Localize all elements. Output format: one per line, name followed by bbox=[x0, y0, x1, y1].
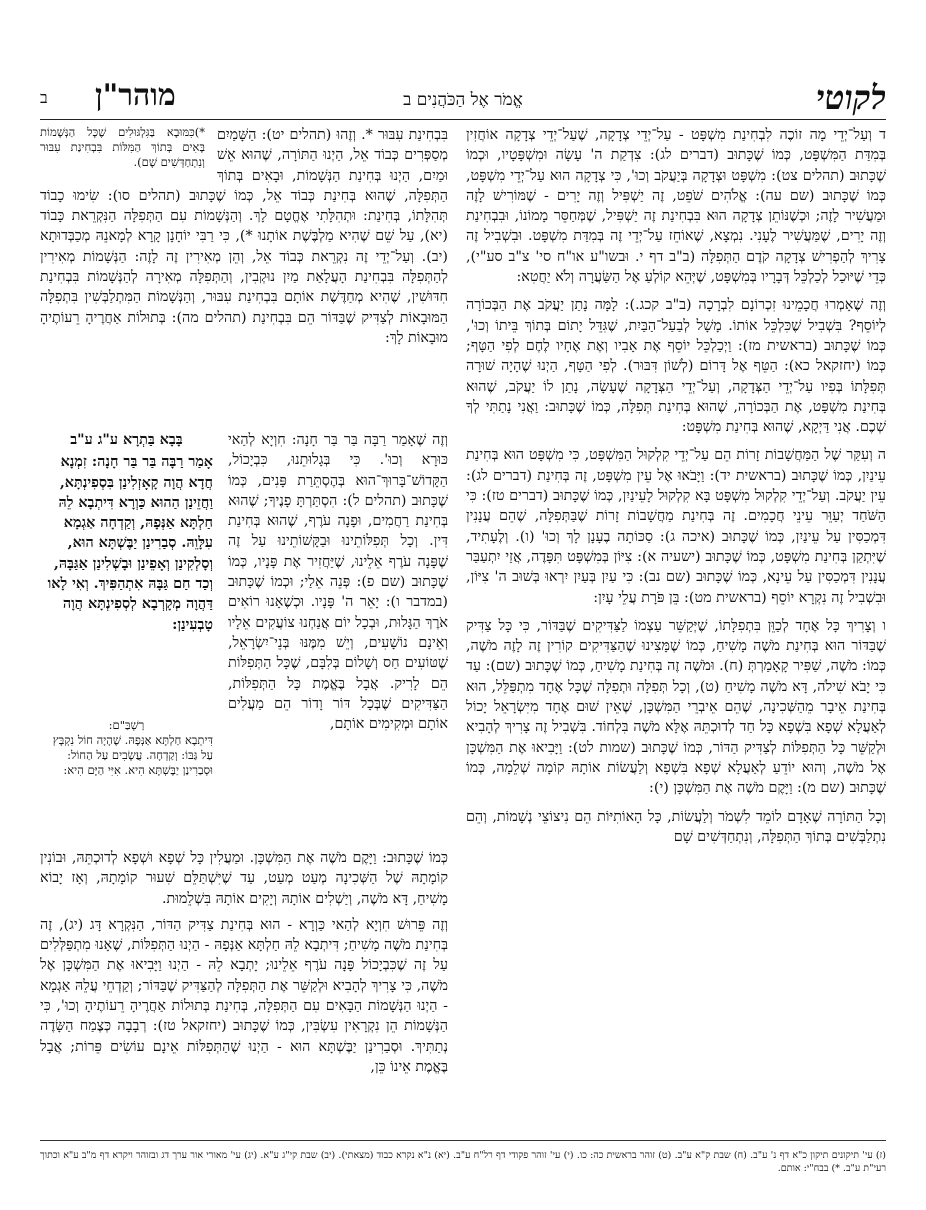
commentary-column bbox=[228, 430, 448, 742]
left-bottom-block bbox=[40, 848, 448, 1083]
page-header bbox=[40, 78, 886, 120]
rashbam-title: רַשְׁבַּ"ם: bbox=[108, 718, 145, 732]
section-title: אֱמֹר אֶל הַכֹּהֲנִים ב bbox=[403, 90, 523, 110]
paragraph-6: ו וְצָרִיךְ כָּל אֶחָד לְכַוֵּן בִּתְפִלָּתוֹ, שֶׁיְּקַשֵּׁר עַצְמוֹ לַצַּדִּיקִים שֶׁבַּדּוֹר, כִּי כָּל צַדִּיק שֶׁבַּדּוֹר הוּא בְּחִינַת מֹשֶׁה מָשִׁיחַ, כְּמוֹ שֶׁמָּצִינוּ שֶׁהַצַּדִּיקִים קוֹרִין זֶה לָזֶה מֹשֶׁה, כְּמוֹ: מֹשֶׁה, שַׁפִּיר קָאָמַרְתְּ (ח). וּמֹשֶׁה זֶה בְּחִינַת מָשִׁיחַ, כְּמוֹ שֶׁכָּתוּב (שם): עַד כִּי יָבֹא שִׁילֹה, דָּא מֹשֶׁה מָשִׁיחַ (ט), וְכָל תְּפִלָּה וּתְפִלָּה שֶׁכָּל אֶחָד מִתְפַּלֵּל, הוּא בְּחִינַת אֵיבָר מֵהַשְּׁכִינָה, שֶׁהֵם אֵיבְרֵי הַמִּשְׁכָּן, שֶׁאֵין שׁוּם אֶחָד מִיִּשְׂרָאֵל יָכוֹל לְאַעֲלָא שְׁפָא בִּשְׁפָא כָּל חַד לְדוּכְתֵּהּ אֶלָּא מֹשֶׁה בִּלְחוֹד. בִּשְׁבִיל זֶה צָרִיךְ לְהָבִיא וּלְקַשֵּׁר כָּל הַתְּפִלּוֹת לְצַדִּיק הַדּוֹר, כְּמוֹ שֶׁכָּתוּב (שמות לט): וַיָּבִיאוּ אֶת הַמִּשְׁכָּן אֶל מֹשֶׁה, וְהוּא יוֹדֵעַ לְאַעֲלָא שְׁפָא בִּשְׁפָא וְלַעֲשׂוֹת אוֹתָהּ קוֹמָה שְׁלֵמָה, כְּמוֹ שֶׁכָּתוּב (שם מ): וַיָּקֶם מֹשֶׁה אֶת הַמִּשְׁכָּן (י): bbox=[466, 617, 886, 797]
rashbam-block bbox=[40, 718, 213, 778]
talmud-quote-text: אָמַר רַבָּה בַּר בַּר חָנָה: זִמְנָא חֲדָא הֲוָה קָאָזְלִינַן בִּסְפִינְתָּא, וַחֲזֵינַן הַהוּא כַּוְרָא דִּיתְבָא לֵהּ חַלְתָּא אַנְּפָהּ, וְקַדְחָה אַגְמָא עִלָּוֵהּ. סְבַרִינַן יַבֶּשְׁתָּא הוּא, וְסָלְקִינַן וְאָפֵינַן וּבָשְׁלִינַן אַגַּבָּהּ, וְכַד חַם גַּבָּהּ אִתְהַפִּיךְ. וְאִי לָאו דַּהֲוָה מְקָרְבָא לְסְפִינְתָּא הֲוָה טָבְעִינַן: bbox=[47, 454, 213, 633]
left-bottom-paragraph-1: כְּמוֹ שֶׁכָּתוּב: וַיָּקֶם מֹשֶׁה אֶת הַמִּשְׁכָּן. וּמַעֲלִין כָּל שְׁפָא וּשְׁפָא לְדוּכְתֵּהּ, וּבוֹנִין קוֹמָתָהּ שֶׁל הַשְּׁכִינָה מְעַט מְעַט, עַד שֶׁיִּשְׁתַּלֵּם שִׁעוּר קוֹמָתָהּ, וְאָז יָבוֹא מָשִׁיחַ, דָּא מֹשֶׁה, וְיַשְׁלִים אוֹתָהּ וְיָקִים אוֹתָהּ בִּשְׁלֵמוּת. bbox=[40, 850, 448, 907]
left-bottom-paragraph-2: וְזֶה פֵּרוּשׁ חִוְיָא לְהַאי כַּוְרָא - הוּא בְּחִינַת צַדִּיק הַדּוֹר, הַנִּקְרָא דָּג (יג), זֶה בְּחִינַת מֹשֶׁה מָשִׁיחַ; דִּיתְבָא לֵהּ חַלְתָּא אַנְּפָהּ - הַיְנוּ הַתְּפִלּוֹת, שֶׁאָנוּ מִתְפַּלְּלִים עַל זֶה שֶׁכִּבְיָכוֹל פָּנָה עֹרֶף אֵלֵינוּ; יָתְבָא לֵהּ - הַיְנוּ וַיָּבִיאוּ אֶת הַמִּשְׁכָּן אֶל מֹשֶׁה, כִּי צָרִיךְ לְהָבִיא וּלְקַשֵּׁר אֶת הַתְּפִלָּה לְהַצַּדִּיק שֶׁבַּדּוֹר; וְקַדְחֵי עֲלֵהּ אַגְמָא - הַיְנוּ הַנְּשָׁמוֹת הַבָּאִים עִם הַתְּפִלָּה, בְּחִינַת בְּתוּלוֹת אַחֲרֶיהָ רֵעוֹתֶיהָ וְכוּ', כִּי הַנְּשָׁמוֹת הֵן נִקְרָאִין עִשְׂבִּין, כְּמוֹ שֶׁכָּתוּב (יחזקאל טז): רְבָבָה כְּצֶמַח הַשָּׂדֶה נְתַתִּיךְ. וּסְבַרִינַן יַבֶּשְׁתָּא הוּא - הַיְנוּ שֶׁהַתְּפִלּוֹת אֵינָם עוֹשִׂים פֵּרוֹת; אֲבָל בֶּאֱמֶת אֵינוֹ כֵּן, bbox=[40, 916, 448, 1075]
paragraph-4b: וְזֶה שֶׁאָמְרוּ חֲכָמֵינוּ זִכְרוֹנָם לִבְרָכָה (ב"ב קכג.): לָמָּה נָתַן יַעֲקֹב אֶת הַבְּכוֹרָה לְיוֹסֵף? בִּשְׁבִיל שֶׁכִּלְכֵּל אוֹתוֹ. מָשָׁל לְבַעַל־הַבַּיִת, שֶׁגִּדֵּל יָתוֹם בְּתוֹךְ בֵּיתוֹ וְכוּ', כְּמוֹ שֶׁכָּתוּב (בראשית מז): וַיְכַלְכֵּל יוֹסֵף אֶת אָבִיו וְאֶת אֶחָיו לֶחֶם לְפִי הַטָּף; כְּמוֹ (יחזקאל כא): הַטֵּף אֶל דָּרוֹם (לְשׁוֹן דִּבּוּר). לְפִי הַטָּף, הַיְנוּ שֶׁהָיָה שׁוּרָה תְּפִלָּתוֹ בְּפִיו עַל־יְדֵי הַצְּדָקָה, וְעַל־יְדֵי הַצְּדָקָה שֶׁעָשָׂה, נָתַן לוֹ יַעֲקֹב, שֶׁהוּא בְּחִינַת מִשְׁפָּט, אֶת הַבְּכוֹרָה, שֶׁהוּא בְּחִינַת תְּפִלָּה, כְּמוֹ שֶׁכָּתוּב: וַאֲנִי נָתַתִּי לְךָ שְׁכֶם. אֲנִי דַּיְקָא, שֶׁהוּא בְּחִינַת מִשְׁפָּט: bbox=[466, 297, 886, 436]
header-rule bbox=[40, 119, 886, 120]
paragraph-4: ד וְעַל־יְדֵי מָה זוֹכֶה לִבְחִינַת מִשְׁפָּט - עַל־יְדֵי צְדָקָה, שֶׁעַל־יְדֵי צְדָקָה אוֹחֲזִין בְּמִדַּת הַמִּשְׁפָּט, כְּמוֹ שֶׁכָּתוּב (דברים לג): צִדְקַת ה' עָשָׂה וּמִשְׁפָּטָיו, וּכְמוֹ שֶׁכָּתוּב (תהלים צט): מִשְׁפָּט וּצְדָקָה בְּיַעֲקֹב וְכוּ', כִּי צְדָקָה הוּא עַל־יְדֵי מִשְׁפָּט, כְּמוֹ שֶׁכָּתוּב (שם עה): אֱלֹהִים שֹׁפֵט, זֶה יַשְׁפִּיל וְזֶה יָרִים - שֶׁמּוֹרִישׁ לָזֶה וּמַעֲשִׁיר לָזֶה; וּכְשֶׁנּוֹתֵן צְדָקָה הוּא בִּבְחִינַת זֶה יַשְׁפִּיל, שֶׁמְּחַסֵּר מָמוֹנוֹ, וּבִבְחִינַת וְזֶה יָרִים, שֶׁמַּעֲשִׁיר לֶעָנִי. נִמְצָא, שֶׁאוֹחֵז עַל־יְדֵי זֶה בְּמִדַּת מִשְׁפָּט. וּבִשְׁבִיל זֶה צָרִיךְ לְהַפְרִישׁ צְדָקָה קֹדֶם הַתְּפִלָּה (ב"ב דף י. וּבשו"ע או"ח סי' צ"ב סע"י), כְּדֵי שֶׁיּוּכַל לְכַלְכֵּל דְּבָרָיו בְּמִשְׁפָּט, שֶׁיְּהֵא קוֹלְעַ אֶל הַשַּׂעֲרָה וְלֹא יַחֲטִא: bbox=[466, 127, 886, 286]
rashbam-text: דִּיתְבָא חַלְתָּא אַנְּפָהּ. שֶׁהָיָה חוֹל נִקְבָּץ עַל גַּבּוֹ: וְקַדְחָה. עֲשָׂבִים עַל הַחוֹל: וּסְבַרִינַן יַבֶּשְׁתָּא הִיא. אִיִּי הַיָּם הִיא: bbox=[52, 733, 213, 777]
footnotes: (ז) עי' תיקונים תיקון כ"א דף נ' ע"ב. (ח) שבת ק"א ע"ב. (ט) זוהר בראשית כה: כו. (י) עי' זוהר פקודי דף רל"ח ע"ב. (יא) נ"א נקרא כבוד (מצאתי). (יב) שבת קי"ג ע"א. (יג) עי' מאורי אור ערך דג ובזוהר ויקרא דף מ"ב ע"א וכתוך רעי"ת ע"ב. *) בבח"י: אותם. bbox=[40, 1140, 886, 1175]
page-number: ב bbox=[40, 88, 48, 107]
main-column-right bbox=[466, 125, 886, 855]
side-note: *)כִּמּוּבָא בַּגִּלְגּוּלִים שֶׁכָּל הַנְּשָׁמוֹת בָּאִים בְּתוֹךְ הַמִּלּוֹת בִּבְחִינַת עִבּוּר וְנִתְחַדְּשִׁים שָׁם). bbox=[40, 125, 205, 169]
book-title-left: מוהר"ן bbox=[95, 78, 176, 113]
paragraph-6b: וְכָל הַתּוֹרָה שֶׁאָדָם לוֹמֵד לִשְׁמֹר וְלַעֲשׂוֹת, כָּל הָאוֹתִיּוֹת הֵם נִיצוֹצֵי נְשָׁמוֹת, וְהֵם נִתְלַבְּשִׁים בְּתוֹךְ הַתְּפִלָּה, וְנִתְחַדְּשִׁים שָׁם bbox=[466, 808, 886, 845]
book-title-right: לקוטי bbox=[815, 78, 886, 117]
paragraph-5: ה וְעִקַּר שֶׁל הַמַּחֲשָׁבוֹת זָרוֹת הֵם עַל־יְדֵי קִלְקוּל הַמִּשְׁפָּט, כִּי מִשְׁפָּט הוּא בְּחִינַת עֵינַיִן, כְּמוֹ שֶׁכָּתוּב (בראשית יד): וַיָּבֹאוּ אֶל עֵין מִשְׁפָּט, זֶה בְּחִינַת (דברים לג): עֵין יַעֲקֹב. וְעַל־יְדֵי קִלְקוּל מִשְׁפָּט בָּא קִלְקוּל לָעֵינַיִן, כְּמוֹ שֶׁכָּתוּב (דברים טז): כִּי הַשֹּׁחַד יְעַוֵּר עֵינֵי חֲכָמִים. זֶה בְּחִינַת מַחֲשָׁבוֹת זָרוֹת שֶׁבַּתְּפִלָּה, שֶׁהֵם עֲנָנִין דִּמְכַסִּין עַל עֵינַיִן, כְּמוֹ שֶׁכָּתוּב (איכה ג): סַכּוֹתָה בֶעָנָן לָךְ וְכוּ' (ו). וְלֶעָתִיד, שֶׁיִּתְקַן בְּחִינַת מִשְׁפָּט, כְּמוֹ שֶׁכָּתוּב (ישעיה א): צִיּוֹן בְּמִשְׁפָּט תִּפָּדֶה, אֲזַי יִתְעַבַּר עֲנָנִין דִּמְכַסִּין עַל עֵינָא, כְּמוֹ שֶׁכָּתוּב (שם נב): כִּי עַיִן בְּעַיִן יִרְאוּ בְּשׁוּב ה' צִיּוֹן, וּבִשְׁבִיל זֶה נִקְרָא יוֹסֵף (בראשית מט): בֵּן פֹּרָת עֲלֵי עָיִן: bbox=[466, 447, 886, 606]
left-top-paragraph: בִּבְחִינַת עִבּוּר *. וְזֶהוּ (תהלים יט): הַשָּׁמַיִם מְסַפְּרִים כְּבוֹד אֵל, הַיְנוּ הַתּוֹרָה, שֶׁהוּא אֵשׁ וּמַיִם, הַיְנוּ בְּחִינַת הַנְּשָׁמוֹת, וּבָאִים בְּתוֹךְ הַתְּפִלָּה, שֶׁהוּא בְּחִינַת כְּבוֹד אֵל, כְּמוֹ שֶׁכָּתוּב (תהלים סו): שִׂימוּ כָבוֹד תְּהִלָּתוֹ, בְּחִינַת: וּתְהִלָּתִי אֶחֱטָם לָךְ. וְהַנְּשָׁמוֹת עִם הַתְּפִלָּה הַנִּקְרֵאת כָּבוֹד (יא), עַל שֵׁם שֶׁהִיא מַלְבֶּשֶׁת אוֹתָנוּ *), כִּי רַבִּי יוֹחָנָן קָרָא לְמָאנֵהּ מְכַבְּדוּתָא (יב). וְעַל־יְדֵי זֶה נִקְרֵאת כְּבוֹד אֵל, וְהֵן מְאִירִין זֶה לָזֶה: הַנְּשָׁמוֹת מְאִירִין לְהַתְּפִלָּה בִּבְחִינַת הָעֲלָאַת מַיִן נוּקְבִין, וְהַתְּפִלָּה מְאִירָה לְהַנְּשָׁמוֹת בִּבְחִינַת חִדּוּשִׁין, שֶׁהִיא מְחַדֶּשֶׁת אוֹתָם בִּבְחִינַת עִבּוּר, וְהַנְּשָׁמוֹת הַמִּתְלַבְּשִׁין בִּתְפִלָּה הַמּוּבָאוֹת לְצַדִּיק שֶׁבַּדּוֹר הֵם בִּבְחִינַת (תהלים מה): בְּתוּלוֹת אַחֲרֶיהָ רֵעוֹתֶיהָ מוּבָאוֹת לָךְ: bbox=[40, 127, 448, 346]
talmud-quote-title: בָּבָא בַּתְרָא ע"ג ע"ב bbox=[70, 432, 183, 448]
left-top-block bbox=[40, 125, 448, 354]
talmud-quote bbox=[40, 430, 213, 635]
commentary-paragraph: וְזֶה שֶׁאָמַר רַבָּה בַּר בַּר חָנָה: חִוְיָא לְהַאי כּוּרָא וְכוּ'. כִּי בְּגָלוּתֵנוּ, כִּבְיָכוֹל, הַקָּדוֹשׁ־בָּרוּךְ־הוּא בְּהֶסְתֵּרַת פָּנִים, כְּמוֹ שֶׁכָּתוּב (תהלים ל): הִסְתַּרְתָּ פָנֶיךָ; שֶׁהוּא בְּחִינַת רַחֲמִים, וּפָנָה עֹרֶף, שֶׁהוּא בְּחִינַת דִּין. וְכָל תְּפִלּוֹתֵינוּ וּבַקָּשׁוֹתֵינוּ עַל זֶה שֶׁפָּנָה עֹרֶף אֵלֵינוּ, שֶׁיַּחֲזִיר אֶת פָּנָיו, כְּמוֹ שֶׁכָּתוּב (שם פ): פְּנֵה אֵלַי; וּכְמוֹ שֶׁכָּתוּב (במדבר ו): יָאֵר ה' פָּנָיו. וּכְשֶׁאָנוּ רוֹאִים אֹרֶךְ הַגָּלוּת, וּבְכָל יוֹם אֲנַחְנוּ צוֹעֲקִים אֵלָיו וְאֵינָם נוֹשָׁעִים, וְיֵשׁ מִמֶּנּוּ בְּנֵי־יִשְׂרָאֵל, שֶׁטּוֹעִים חַס וְשָׁלוֹם בְּלִבָּם, שֶׁכָּל הַתְּפִלּוֹת הֵם לָרִיק. אֲבָל בֶּאֱמֶת כָּל הַתְּפִלּוֹת, הַצַּדִּיקִים שֶׁבְּכָל דּוֹר וָדוֹר הֵם מַעֲלִים אוֹתָם וּמְקִימִים אוֹתָם, bbox=[228, 432, 448, 733]
